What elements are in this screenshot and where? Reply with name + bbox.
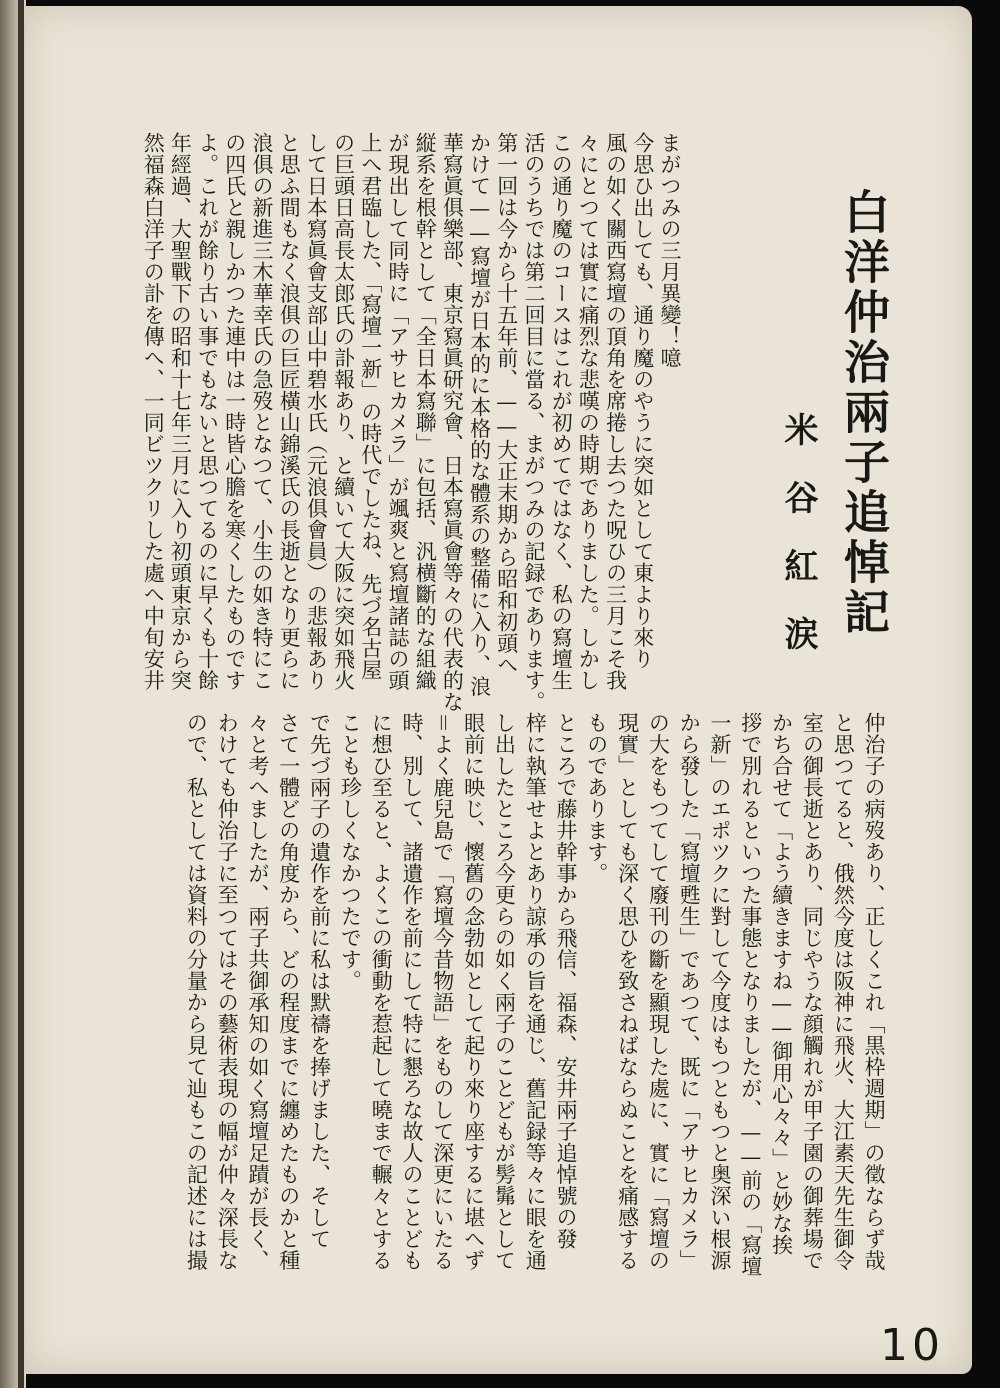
text-column: と思ふ間もなく浪俱の巨匠橫山錦溪氏の長逝となり更らに <box>277 132 302 691</box>
text-column: 々にとつては實に痛烈な悲嘆の時期でありました。しかし <box>576 132 601 691</box>
text-column: 拶で別れるといつた事態となりましたが、——前の「寫壇 <box>738 712 763 1277</box>
text-column: 今思ひ出しても、通り魔のやうに突如として東より來り <box>630 132 655 670</box>
text-column: して日本寫眞會支部山中碧水氏（元浪俱會員）の悲報あり <box>304 132 329 691</box>
text-column: 活のうちでは第二回目に當る、まがつみの記録であります。 <box>522 132 546 713</box>
text-column: 浪俱の新進三木華幸氏の急歿となつて、小生の如き特にこ <box>250 132 274 691</box>
text-column: と思つてると、俄然今度は阪神に飛火、大江素天先生御令 <box>831 712 856 1271</box>
text-column: 然福森白洋子の訃を傳へ、一同ビツクリした處へ中旬安井 <box>141 132 166 691</box>
article-author: 米谷紅涙 <box>778 412 818 684</box>
text-column: 縦系を根幹として「全日本寫聯」に包括、汎横斷的な組織 <box>413 132 438 691</box>
text-column: 仲治子の病歿あり、正しくこれ「黒枠週期」の徵ならず哉 <box>862 712 886 1271</box>
text-column: し出したところ今更らの如く兩子のことどもが髣髴として <box>492 712 517 1271</box>
text-column: 上へ君臨した、「寫壇一新」の時代でしたね、先づ名古屋 <box>358 132 383 681</box>
text-column: この通り魔のコースはこれが初めてではなく、私の寫壇生 <box>549 132 574 691</box>
text-column: 第一回は今から十五年前、——大正末期から昭和初頭へ <box>494 132 519 676</box>
text-column: よ。これが餘り古い事でもないと思つてるのに早くも十餘 <box>195 132 220 691</box>
text-column: ところで藤井幹事から飛信、福森、安井兩子追悼號の發 <box>554 712 578 1250</box>
text-column: 室の御長逝とあり、同じやうな顔觸れが甲子園の御葬場で <box>800 712 825 1271</box>
text-column: の四氏と親しかつた連中は一時皆心膽を寒くしたものです <box>222 132 247 691</box>
text-column: 現實」としても深く思ひを致さねばならぬことを痛感する <box>615 712 640 1271</box>
text-column: ことも珍しくなかつたです。 <box>338 712 363 992</box>
text-column: かち合せて「よう續きますね——御用心々々」と妙な挨 <box>769 712 794 1256</box>
text-column: 風の如く關西寫壇の頂角を席捲し去つた呪ひの三月こそ我 <box>603 132 628 691</box>
text-column: さて一體どの角度から、どの程度までに纏めたものかと種 <box>276 712 301 1271</box>
text-column: 一新」のエポツクに對して今度はもつともつと奥深い根源 <box>708 712 732 1271</box>
text-column: で先づ兩子の遺作を前に私は默禱を捧げました、そして <box>307 712 332 1250</box>
text-column: 眼前に映じ、懷舊の念勃如として起り來り座するに堪へず <box>461 712 486 1271</box>
text-column: ので、私としては資料の分量から見て辿もこの記述には撮 <box>184 712 209 1271</box>
text-column: ものであります。 <box>584 712 609 884</box>
text-column: の大をもつてして廢刊の斷を顯現した處に、實に「寫壇の <box>646 712 671 1271</box>
page-number: 10 <box>880 1320 944 1371</box>
binding-edge <box>18 0 24 1388</box>
text-column: かけて——寫壇が日本的に本格的な體系の整備に入り、浪 <box>467 132 492 697</box>
text-column: 々と考へましたが、兩子共御承知の如く寫壇足蹟が長く、 <box>246 712 270 1271</box>
text-column: 年經過、大聖戰下の昭和十七年三月に入り初頭東京から突 <box>168 132 193 691</box>
text-column: 梓に執筆せよとあり諒承の旨を通じ、舊記録等々に眼を通 <box>523 712 548 1271</box>
article-title: 白洋仲治兩子追悼記 <box>837 188 891 638</box>
text-column: わけても仲治子に至つてはその藝術表現の幅が仲々深長な <box>215 712 240 1271</box>
text-column: の巨頭日高長太郎氏の訃報あり、と續いて大阪に突如飛火 <box>331 132 356 691</box>
text-column: 時、別して、諸遺作を前にして特に懇ろな故人のことども <box>400 712 424 1271</box>
text-column: ＝よく鹿兒島で「寫壇今昔物語」をものして深更にいたる <box>430 712 455 1271</box>
text-column: に想ひ至ると、よくこの衝動を惹起して曉まで輾々とする <box>369 712 394 1271</box>
text-column: が現出して同時に「アサヒカメラ」が颯爽と寫壇諸誌の頭 <box>386 132 410 691</box>
text-column: まがつみの三月異變！噫 <box>658 132 682 369</box>
text-column: から發した「寫壇甦生」であつて、既に「アサヒカメラ」 <box>677 712 702 1271</box>
text-column: 華寫眞俱樂部、東京寫眞研究會、日本寫眞會等々の代表的な <box>440 132 465 713</box>
